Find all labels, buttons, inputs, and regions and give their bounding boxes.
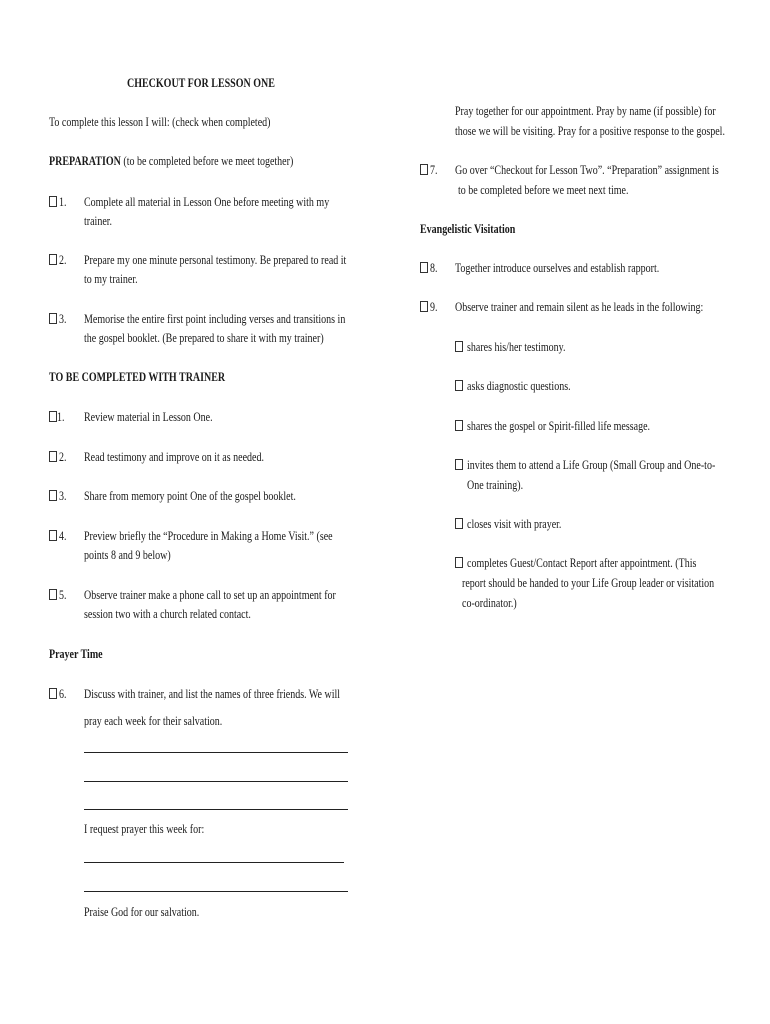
- item-7-line: to be completed before we meet next time.: [458, 183, 629, 197]
- trainer-item-5-line: Observe trainer make a phone call to set up an appointment for: [84, 588, 336, 602]
- friend-name-line-1[interactable]: [84, 752, 348, 753]
- trainer-item-3-line: Share from memory point One of the gospel booklet.: [84, 489, 296, 503]
- trainer-item-5-line: session two with a church related contact.: [84, 607, 251, 621]
- prayer-item-6-line: pray each week for their salvation.: [84, 714, 223, 728]
- trainer-item-number: 3.: [59, 489, 67, 503]
- checkbox-prep-2[interactable]: [49, 254, 57, 265]
- trainer-heading: TO BE COMPLETED WITH TRAINER: [49, 370, 226, 384]
- prep-item-2-line: Prepare my one minute personal testimony. Be prepared to read it: [84, 253, 347, 267]
- trainer-item-number: 4.: [59, 529, 67, 543]
- trainer-item-4-line: points 8 and 9 below): [84, 548, 171, 562]
- prep-item-number: 2.: [59, 253, 67, 267]
- prayer-request-line-1[interactable]: [84, 862, 344, 863]
- prep-item-number: 3.: [59, 312, 67, 326]
- trainer-item-4-line: Preview briefly the “Procedure in Making a Home Visit.” (see: [84, 529, 333, 543]
- item-8-line: Together introduce ourselves and establish rapport.: [455, 261, 660, 275]
- checkbox-sub-6[interactable]: [455, 557, 463, 568]
- preparation-note: (to be completed before we meet together): [120, 154, 294, 168]
- subitem-line: asks diagnostic questions.: [467, 379, 571, 393]
- checkbox-trainer-3[interactable]: [49, 490, 57, 501]
- preparation-heading: [49, 151, 293, 171]
- subitem-line: report should be handed to your Life Group leader or visitation: [462, 576, 715, 590]
- subitem-line: shares the gospel or Spirit-filled life message.: [467, 419, 651, 433]
- prayer-item-number: 6.: [59, 687, 67, 701]
- item-7-number: 7.: [430, 163, 438, 177]
- item-9-line: Observe trainer and remain silent as he leads in the following:: [455, 300, 704, 314]
- trainer-item-number: 5.: [59, 588, 67, 602]
- pray-together-line: those we will be visiting. Pray for a positive response to the gospel.: [455, 124, 725, 138]
- checkbox-prep-3[interactable]: [49, 313, 57, 324]
- prep-item-3-line: the gospel booklet. (Be prepared to share it with my trainer): [84, 331, 324, 345]
- trainer-item-2-line: Read testimony and improve on it as needed.: [84, 450, 264, 464]
- subitem-line: completes Guest/Contact Report after appointment. (This: [467, 556, 697, 570]
- prayer-request-label: I request prayer this week for:: [84, 822, 205, 836]
- prep-item-2-line: to my trainer.: [84, 272, 138, 286]
- praise-text: Praise God for our salvation.: [84, 905, 200, 919]
- evangelistic-heading: Evangelistic Visitation: [420, 222, 516, 236]
- checkbox-item-8[interactable]: [420, 262, 428, 273]
- checkbox-sub-2[interactable]: [455, 380, 463, 391]
- subitem-line: co-ordinator.): [462, 596, 517, 610]
- checkbox-trainer-4[interactable]: [49, 530, 57, 541]
- subitem-line: invites them to attend a Life Group (Small Group and One-to-: [467, 458, 716, 472]
- item-8-number: 8.: [430, 261, 438, 275]
- checkbox-item-7[interactable]: [420, 164, 428, 175]
- pray-together-line: Pray together for our appointment. Pray by name (if possible) for: [455, 104, 716, 118]
- checkbox-trainer-2[interactable]: [49, 451, 57, 462]
- checkbox-item-9[interactable]: [420, 301, 428, 312]
- page-title: CHECKOUT FOR LESSON ONE: [127, 76, 275, 90]
- checkbox-trainer-5[interactable]: [49, 589, 57, 600]
- prayer-heading: Prayer Time: [49, 647, 103, 661]
- trainer-item-1-line: Review material in Lesson One.: [84, 410, 213, 424]
- checkbox-trainer-1[interactable]: [49, 411, 57, 422]
- subitem-line: One training).: [467, 478, 524, 492]
- preparation-title: PREPARATION: [49, 154, 121, 168]
- subitem-line: closes visit with prayer.: [467, 517, 562, 531]
- item-9-number: 9.: [430, 300, 438, 314]
- friend-name-line-2[interactable]: [84, 781, 348, 782]
- friend-name-line-3[interactable]: [84, 809, 348, 810]
- prayer-request-line-2[interactable]: [84, 891, 348, 892]
- checkbox-sub-1[interactable]: [455, 341, 463, 352]
- item-7-line: Go over “Checkout for Lesson Two”. “Preparation” assignment is: [455, 163, 719, 177]
- checkbox-sub-5[interactable]: [455, 518, 463, 529]
- intro-text: To complete this lesson I will: (check when completed): [49, 115, 271, 129]
- subitem-line: shares his/her testimony.: [467, 340, 566, 354]
- prep-item-1-line: trainer.: [84, 214, 113, 228]
- prayer-item-6-line: Discuss with trainer, and list the names of three friends. We will: [84, 687, 341, 701]
- checkbox-prep-1[interactable]: [49, 196, 57, 207]
- checkbox-sub-4[interactable]: [455, 459, 463, 470]
- checkbox-sub-3[interactable]: [455, 420, 463, 431]
- prep-item-1-line: Complete all material in Lesson One before meeting with my: [84, 195, 330, 209]
- prep-item-3-line: Memorise the entire first point including verses and transitions in: [84, 312, 346, 326]
- trainer-item-number: 1.: [57, 410, 65, 424]
- checkbox-prayer-6[interactable]: [49, 688, 57, 699]
- prep-item-number: 1.: [59, 195, 67, 209]
- trainer-item-number: 2.: [59, 450, 67, 464]
